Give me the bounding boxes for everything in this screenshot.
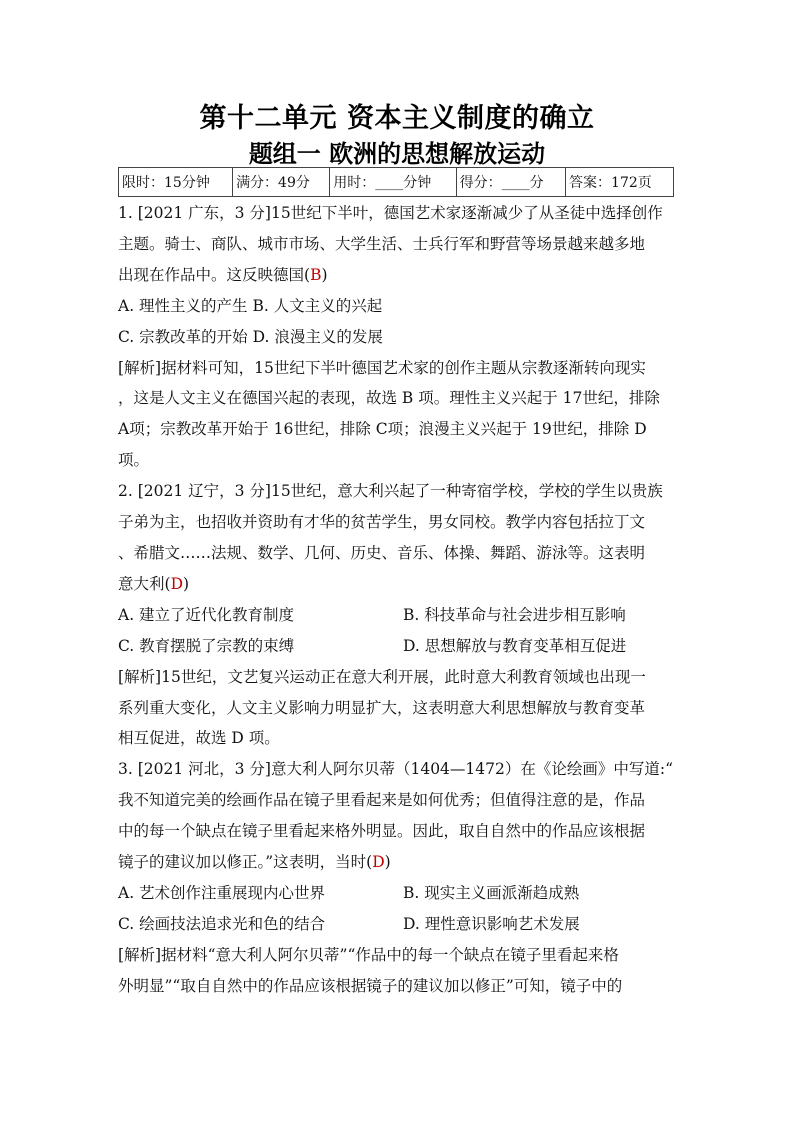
full-score-cell: 满分：49分 [233,168,330,197]
info-table [118,167,674,197]
q3-stem-line4: 镜子的建议加以修正。”这表明，当时(D) [118,853,391,872]
q3-stem-line1: 3. [2021 河北，3 分]意大利人阿尔贝蒂（1404—1472）在《论绘画》中写道:“ [118,760,674,779]
q3-explanation-line1: [解析]据材料“意大利人阿尔贝蒂”“作品中的每一个缺点在镜子里看起来格 [118,945,619,964]
q2-stem-line3: 、希腊文……法规、数学、几何、历史、音乐、体操、舞蹈、游泳等。这表明 [118,543,646,562]
q2-answer: D [170,574,183,593]
q3-option-c: C. 绘画技法追求光和色的结合 [118,914,326,933]
q3-option-b: B. 现实主义画派渐趋成熟 [403,883,580,902]
q1-stem-line2: 主题。骑士、商队、城市市场、大学生活、士兵行军和野营等场景越来越多地 [118,234,646,253]
q3-options-cd [118,909,678,940]
q2-stem-line4: 意大利(D) [118,574,190,593]
q1-stem-line1: 1. [2021 广东，3 分]15世纪下半叶，德国艺术家逐渐减少了从圣徒中选择创作 [118,204,663,222]
group-title: 题组一 欧洲的思想解放运动 [248,140,546,168]
q1-explanation-line2: ，这是人文主义在德国兴起的表现，故选 B 项。理性主义兴起于 17世纪，排除 [118,389,660,408]
question-body [118,198,678,1002]
q3-stem-line2: 我不知道完美的绘画作品在镜子里看起来是如何优秀；但值得注意的是，作品 [118,791,646,810]
q3-answer: D [372,853,385,872]
q2-options-ab [118,600,678,631]
q3-option-a: A. 艺术创作注重展现内心世界 [118,883,326,902]
q1-options-ab: A. 理性主义的产生 B. 人文主义的兴起 [118,296,383,315]
score-cell: 得分：____分 [456,168,565,197]
q1-answer: B [310,265,322,284]
q2-explanation-line1: [解析]15世纪，文艺复兴运动正在意大利开展，此时意大利教育领域也出现一 [118,667,646,686]
q3-explanation-line2: 外明显”“取自自然中的作品应该根据镜子的建议加以修正”可知，镜子中的 [118,976,623,995]
q3-option-d: D. 理性意识影响艺术发展 [403,914,580,933]
time-limit-cell: 限时：15分钟 [119,168,233,197]
time-used-cell: 用时：____分钟 [330,168,456,197]
unit-title: 第十二单元 资本主义制度的确立 [199,103,595,134]
q1-explanation-line3: A项；宗教改革开始于 16世纪，排除 C项；浪漫主义兴起于 19世纪，排除 D [118,420,647,439]
q2-option-d: D. 思想解放与教育变革相互促进 [403,636,627,655]
q1-stem-line3: 出现在作品中。这反映德国(B) [118,265,328,284]
answer-page-cell: 答案：172页 [566,168,674,197]
q2-explanation-line3: 相互促进，故选 D 项。 [118,729,280,748]
q2-stem-line1: 2. [2021 辽宁，3 分]15世纪，意大利兴起了一种寄宿学校，学校的学生以贵族 [118,482,663,501]
q1-explanation-line1: [解析]据材料可知，15世纪下半叶德国艺术家的创作主题从宗教逐渐转向现实 [118,358,646,377]
q3-options-ab [118,878,678,909]
q1-options-cd: C. 宗教改革的开始 D. 浪漫主义的发展 [118,327,383,346]
q3-stem-line3: 中的每一个缺点在镜子里看起来格外明显。因此，取自自然中的作品应该根据 [118,822,646,841]
q2-options-cd [118,631,678,662]
q2-explanation-line2: 系列重大变化，人文主义影响力明显扩大，这表明意大利思想解放与教育变革 [118,698,646,717]
q1-explanation-line4: 项。 [118,451,150,470]
q2-option-a: A. 建立了近代化教育制度 [118,605,295,624]
q2-option-c: C. 教育摆脱了宗教的束缚 [118,636,295,655]
q2-stem-line2: 子弟为主，也招收并资助有才华的贫苦学生，男女同校。教学内容包括拉丁文 [118,513,646,532]
q2-option-b: B. 科技革命与社会进步相互影响 [403,605,626,624]
